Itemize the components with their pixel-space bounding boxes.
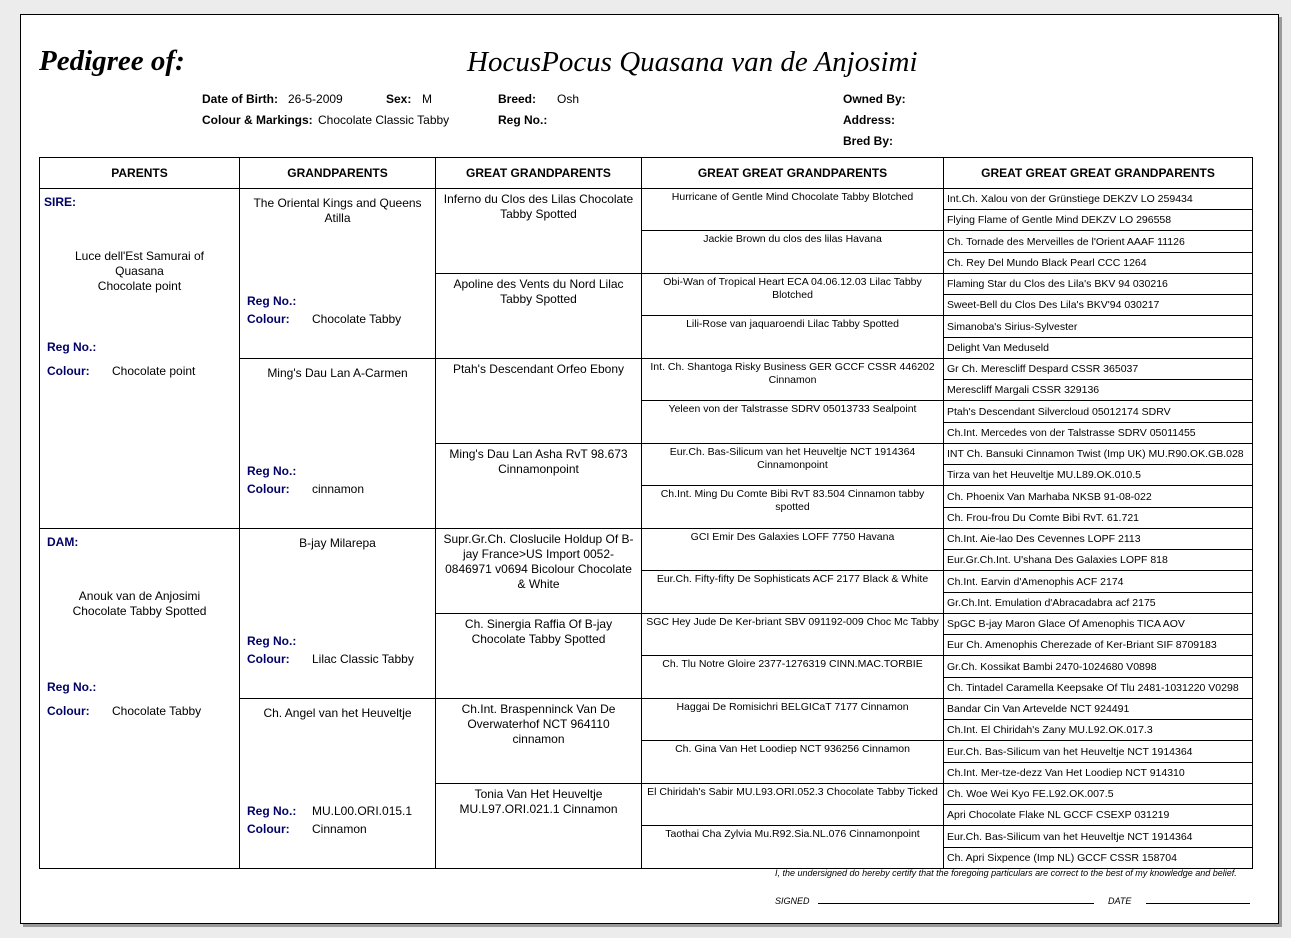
colour-label: Colour: (47, 364, 90, 378)
parent-box (40, 529, 239, 866)
ggg-grandparent-cell: Ch. Tintadel Caramella Keepsake Of Tlu 2481-1031220 V0298 (944, 678, 1253, 699)
date-label: DATE (1108, 896, 1132, 906)
reg-no-row (47, 680, 112, 694)
great-grandparent-cell (436, 784, 642, 869)
col-ggg-grandparents: GREAT GREAT GREAT GRANDPARENTS (944, 158, 1253, 189)
reg-no-row (247, 634, 312, 648)
great-grandparent-cell (436, 529, 642, 614)
col-grandparents: GRANDPARENTS (240, 158, 436, 189)
gg-grandparent-name: Ch. Tlu Notre Gloire 2377-1276319 CINN.MAC.TORBIE (662, 658, 923, 670)
grandparent-name: B-jay Milarepa (299, 536, 376, 550)
gg-grandparent-name: El Chiridah's Sabir MU.L93.ORI.052.3 Chocolate Tabby Ticked (647, 786, 938, 798)
grandparent-cell (240, 529, 436, 699)
bred-by-label: Bred By: (843, 134, 894, 148)
parent-colour-line: Chocolate point (97, 279, 182, 293)
ggg-grandparent-cell: INT Ch. Bansuki Cinnamon Twist (Imp UK) MU.R90.OK.GB.028 (944, 444, 1253, 465)
great-grandparent-cell (436, 274, 642, 359)
colour-label: Colour: (247, 312, 290, 326)
ggg-grandparent-cell: SpGC B-jay Maron Glace Of Amenophis TICA AOV (944, 614, 1253, 635)
ggg-grandparent-cell: Ch. Rey Del Mundo Black Pearl CCC 1264 (944, 253, 1253, 274)
dob-value: 26-5-2009 (288, 92, 343, 106)
grandparent-box (240, 699, 435, 867)
reg-no-label: Reg No.: (47, 340, 97, 354)
gg-grandparent-name: Ch. Gina Van Het Loodiep NCT 936256 Cinnamon (675, 743, 910, 755)
reg-no-label: Reg No.: (247, 294, 297, 308)
great-grandparent-name: Ch.Int. Braspenninck Van De Overwaterhof NCT 964110 cinnamon (461, 702, 616, 746)
great-grandparent-name: Ming's Dau Lan Asha RvT 98.673 Cinnamonpoint (449, 447, 628, 476)
ggg-grandparent-cell: Eur.Gr.Ch.Int. U'shana Des Galaxies LOPF 818 (944, 550, 1253, 571)
pedigree-sheet (20, 14, 1279, 924)
dam-cell (40, 529, 240, 869)
grandparent-box (240, 189, 435, 357)
colour-row (247, 822, 367, 836)
grandparent-cell (240, 189, 436, 359)
colour-label: Colour: (247, 822, 290, 836)
ggg-grandparent-cell: Eur Ch. Amenophis Cherezade of Ker-Briant SIF 8709183 (944, 635, 1253, 656)
great-grandparent-name: Supr.Gr.Ch. Closlucile Holdup Of B-jay France>US Import 0052-0846971 v0694 Bicolour Chocolate & White (443, 532, 634, 591)
parent-name (40, 589, 239, 619)
gg-grandparent-name: Yeleen von der Talstrasse SDRV 05013733 Sealpoint (668, 403, 917, 415)
cat-name-title: HocusPocus Quasana van de Anjosimi (467, 46, 918, 78)
gg-grandparent-cell (642, 529, 944, 571)
gg-grandparent-name: Obi-Wan of Tropical Heart ECA 04.06.12.03 Lilac Tabby Blotched (663, 276, 922, 301)
gg-grandparent-name: GCI Emir Des Galaxies LOFF 7750 Havana (690, 531, 895, 543)
ggg-grandparent-cell: Apri Chocolate Flake NL GCCF CSEXP 031219 (944, 805, 1253, 826)
gg-grandparent-name: Hurricane of Gentle Mind Chocolate Tabby Blotched (671, 191, 914, 203)
gg-grandparent-name: Lili-Rose van jaquaroendi Lilac Tabby Spotted (686, 318, 899, 330)
reg-no-row (247, 804, 412, 818)
parent-role-label: DAM: (47, 535, 79, 549)
great-grandparent-cell (436, 189, 642, 274)
ggg-grandparent-cell: Flaming Star du Clos des Lila's BKV 94 030216 (944, 274, 1253, 295)
date-line (1146, 903, 1250, 904)
parent-role-label: SIRE: (44, 195, 77, 209)
gg-grandparent-cell (642, 656, 944, 699)
great-grandparent-cell (436, 444, 642, 529)
colour-row (247, 312, 401, 326)
grandparent-name: Ming's Dau Lan A-Carmen (267, 366, 408, 380)
colour-row (47, 364, 195, 378)
colour-label: Colour: (47, 704, 90, 718)
ggg-grandparent-cell: Sweet-Bell du Clos Des Lila's BKV'94 030217 (944, 295, 1253, 316)
ggg-grandparent-cell: Gr Ch. Merescliff Despard CSSR 365037 (944, 359, 1253, 380)
ggg-grandparent-cell: Merescliff Margali CSSR 329136 (944, 380, 1253, 401)
breed-value: Osh (557, 92, 580, 106)
colour-value: Chocolate Tabby (312, 312, 402, 326)
gg-grandparent-cell (642, 614, 944, 656)
ggg-grandparent-cell: Int.Ch. Xalou von der Grünstiege DEKZV LO 259434 (944, 189, 1253, 210)
gg-grandparent-cell (642, 699, 944, 741)
colour-markings-value: Chocolate Classic Tabby (318, 113, 450, 127)
great-grandparent-name: Ch. Sinergia Raffia Of B-jay Chocolate Tabby Spotted (464, 617, 613, 646)
gg-grandparent-name: Eur.Ch. Fifty-fifty De Sophisticats ACF 2177 Black & White (656, 573, 929, 585)
great-grandparent-name: Apoline des Vents du Nord Lilac Tabby Spotted (453, 277, 624, 306)
col-gg-grandparents: GREAT GREAT GRANDPARENTS (642, 158, 944, 189)
gg-grandparent-cell (642, 231, 944, 274)
signature-line (818, 903, 1094, 904)
gg-grandparent-cell (642, 189, 944, 231)
gg-grandparent-name: Jackie Brown du clos des lilas Havana (703, 233, 882, 245)
great-grandparent-name: Inferno du Clos des Lilas Chocolate Tabby Spotted (443, 192, 634, 221)
colour-value: Chocolate Tabby (112, 704, 202, 718)
gg-grandparent-cell (642, 274, 944, 316)
ggg-grandparent-cell: Ch. Woe Wei Kyo FE.L92.OK.007.5 (944, 784, 1253, 805)
ggg-grandparent-cell: Ch.Int. Aie-lao Des Cevennes LOPF 2113 (944, 529, 1253, 550)
gg-grandparent-cell (642, 401, 944, 444)
ggg-grandparent-cell: Ch. Phoenix Van Marhaba NKSB 91-08-022 (944, 486, 1253, 508)
breed-label: Breed: (498, 92, 537, 106)
sire-cell (40, 189, 240, 529)
gg-grandparent-cell (642, 826, 944, 869)
grandparent-name: The Oriental Kings and Queens Atilla (253, 196, 422, 225)
parent-colour-line: Chocolate Tabby Spotted (72, 604, 207, 618)
colour-row (47, 704, 201, 718)
column-header-row (40, 158, 1253, 189)
colour-row (247, 482, 364, 496)
owned-by-label: Owned By: (843, 92, 906, 106)
address-label: Address: (843, 113, 896, 127)
parent-name-line: Luce dell'Est Samurai of Quasana (74, 249, 205, 278)
reg-no-label: Reg No.: (247, 464, 297, 478)
certification-text: I, the undersigned do hereby certify that the foregoing particulars are correct to the best of my knowledge and belief. (775, 868, 1237, 878)
reg-no-row (47, 340, 112, 354)
colour-label: Colour: (247, 652, 290, 666)
ggg-grandparent-cell: Bandar Cin Van Artevelde NCT 924491 (944, 699, 1253, 720)
reg-no-label: Reg No.: (247, 634, 297, 648)
great-grandparent-cell (436, 359, 642, 444)
table-row (40, 529, 1253, 550)
gg-grandparent-cell (642, 444, 944, 486)
great-grandparent-name: Tonia Van Het Heuveltje MU.L97.ORI.021.1 Cinnamon (459, 787, 618, 816)
ggg-grandparent-cell: Ch. Apri Sixpence (Imp NL) GCCF CSSR 158704 (944, 848, 1253, 869)
colour-markings-label: Colour & Markings: (202, 113, 313, 127)
table-row (40, 189, 1253, 210)
ggg-grandparent-cell: Ptah's Descendant Silvercloud 05012174 SDRV (944, 401, 1253, 423)
colour-label: Colour: (247, 482, 290, 496)
reg-no-row (247, 294, 312, 308)
ggg-grandparent-cell: Gr.Ch.Int. Emulation d'Abracadabra acf 2175 (944, 593, 1253, 614)
col-parents: PARENTS (40, 158, 240, 189)
reg-no-label: Reg No.: (247, 804, 297, 818)
colour-value: Cinnamon (312, 822, 367, 836)
colour-value: cinnamon (312, 482, 365, 496)
reg-no-label: Reg No.: (498, 113, 548, 127)
page-title: Pedigree of: (39, 45, 185, 77)
col-great-grandparents: GREAT GRANDPARENTS (436, 158, 642, 189)
parent-box (40, 189, 239, 526)
signed-label: SIGNED (775, 896, 810, 906)
gg-grandparent-cell (642, 359, 944, 401)
reg-no-label: Reg No.: (47, 680, 97, 694)
ggg-grandparent-cell: Ch. Tornade des Merveilles de l'Orient AAAF 11126 (944, 231, 1253, 253)
great-grandparent-name: Ptah's Descendant Orfeo Ebony (452, 362, 625, 376)
ggg-grandparent-cell: Ch.Int. Mer-tze-dezz Van Het Loodiep NCT 914310 (944, 763, 1253, 784)
ggg-grandparent-cell: Ch. Frou-frou Du Comte Bibi RvT. 61.721 (944, 508, 1253, 529)
grandparent-name: Ch. Angel van het Heuveltje (263, 706, 412, 720)
gg-grandparent-cell (642, 486, 944, 529)
colour-value: Lilac Classic Tabby (312, 652, 414, 666)
gg-grandparent-name: Ch.Int. Ming Du Comte Bibi RvT 83.504 Cinnamon tabby spotted (660, 488, 925, 513)
grandparent-cell (240, 359, 436, 529)
ggg-grandparent-cell: Ch.Int. Earvin d'Amenophis ACF 2174 (944, 571, 1253, 593)
colour-row (247, 652, 414, 666)
ggg-grandparent-cell: Simanoba's Sirius-Sylvester (944, 316, 1253, 338)
ggg-grandparent-cell: Delight Van Meduseld (944, 338, 1253, 359)
parent-name (40, 249, 239, 294)
parent-name-line: Anouk van de Anjosimi (78, 589, 201, 603)
gg-grandparent-cell (642, 784, 944, 826)
gg-grandparent-cell (642, 316, 944, 359)
reg-no-row (247, 464, 312, 478)
grandparent-box (240, 359, 435, 527)
colour-value: Chocolate point (112, 364, 196, 378)
ggg-grandparent-cell: Flying Flame of Gentle Mind DEKZV LO 296558 (944, 210, 1253, 231)
ggg-grandparent-cell: Gr.Ch. Kossikat Bambi 2470-1024680 V0898 (944, 656, 1253, 678)
gg-grandparent-cell (642, 741, 944, 784)
grandparent-cell (240, 699, 436, 869)
pedigree-table (39, 157, 1253, 869)
ggg-grandparent-cell: Ch.Int. Mercedes von der Talstrasse SDRV 05011455 (944, 423, 1253, 444)
gg-grandparent-name: Taothai Cha Zylvia Mu.R92.Sia.NL.076 Cinnamonpoint (665, 828, 920, 840)
sex-label: Sex: (386, 92, 412, 106)
gg-grandparent-name: SGC Hey Jude De Ker-briant SBV 091192-009 Choc Mc Tabby (646, 616, 939, 628)
gg-grandparent-name: Int. Ch. Shantoga Risky Business GER GCCF CSSR 446202 Cinnamon (650, 361, 935, 386)
dob-label: Date of Birth: (202, 92, 278, 106)
ggg-grandparent-cell: Ch.Int. El Chiridah's Zany MU.L92.OK.017.3 (944, 720, 1253, 741)
great-grandparent-cell (436, 699, 642, 784)
ggg-grandparent-cell: Eur.Ch. Bas-Silicum van het Heuveltje NCT 1914364 (944, 826, 1253, 848)
reg-no-value: MU.L00.ORI.015.1 (312, 804, 413, 818)
gg-grandparent-name: Haggai De Romisichri BELGICaT 7177 Cinnamon (676, 701, 909, 713)
gg-grandparent-cell (642, 571, 944, 614)
grandparent-box (240, 529, 435, 697)
sex-value: M (422, 92, 432, 106)
great-grandparent-cell (436, 614, 642, 699)
gg-grandparent-name: Eur.Ch. Bas-Silicum van het Heuveltje NCT 1914364 Cinnamonpoint (669, 446, 916, 471)
ggg-grandparent-cell: Eur.Ch. Bas-Silicum van het Heuveltje NCT 1914364 (944, 741, 1253, 763)
ggg-grandparent-cell: Tirza van het Heuveltje MU.L89.OK.010.5 (944, 465, 1253, 486)
